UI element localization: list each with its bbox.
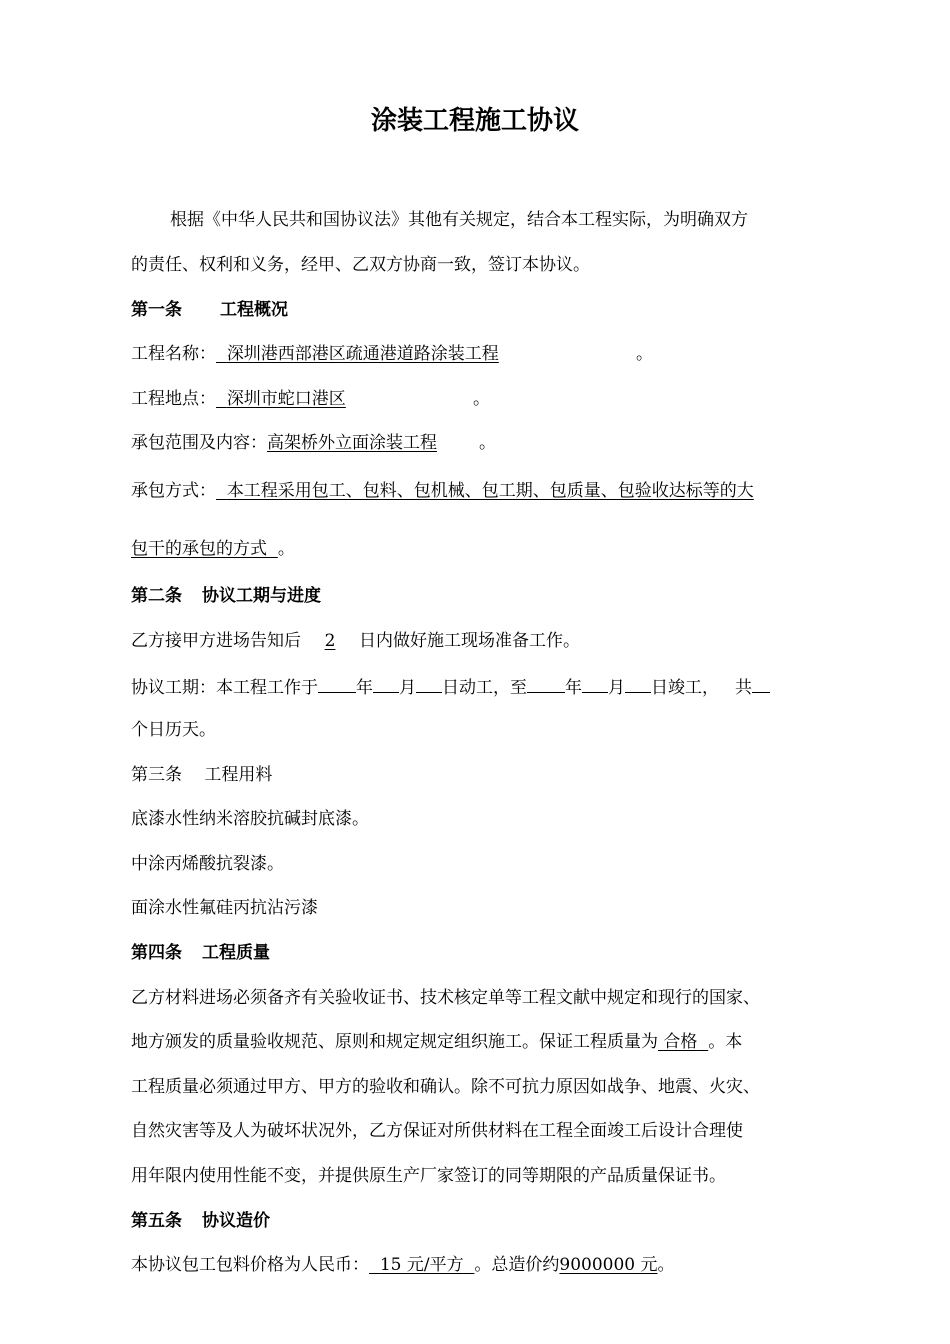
document-title: 涂装工程施工协议 [370,106,579,136]
quality-line-4: 自然灾害等及人为破坏状况外，乙方保证对所供材料在工程全面竣工后设计合理使 [131,1121,743,1141]
article-2-title: 协议工期与进度 [202,586,321,606]
article-3-heading: 第三条 工程用料 [131,765,273,785]
project-name-label: 工程名称： [131,344,216,364]
start-day-blank [416,675,442,693]
top-coat-text: 面涂水性氟硅丙抗沾污漆 [131,898,318,918]
project-name-row: 工程名称： 深圳港西部港区疏通港道路涂装工程 。 [131,344,653,364]
project-location-value: 深圳市蛇口港区 [226,389,346,409]
quality-line-2: 地方颁发的质量验收规范、原则和规定规定组织施工。保证工程质量为 合格 。本 [131,1032,743,1052]
project-location-row: 工程地点： 深圳市蛇口港区 。 [131,389,490,409]
method-value-line-2: 包干的承包的方式 [131,539,267,559]
prep-row: 乙方接甲方进场告知后 2 日内做好施工现场准备工作。 [131,631,580,651]
article-4-number: 第四条 [131,943,182,963]
method-value-line-1: 本工程采用包工、包料、包机械、包工期、包质量、包验收达标等的大 [226,481,754,501]
quality-line-3: 工程质量必须通过甲方、甲方的验收和确认。除不可抗力原因如战争、地震、火灾、 [131,1077,760,1097]
primer-text: 底漆水性纳米溶胶抗碱封底漆。 [131,809,369,829]
quality-value: 合格 [663,1032,698,1052]
intro-line-2: 的责任、权利和义务，经甲、乙双方协商一致，签订本协议。 [131,255,590,275]
prep-days-value: 2 [324,631,336,651]
end-day-blank [625,675,651,693]
quality-line-1: 乙方材料进场必须备齐有关验收证书、技术核定单等工程文献中规定和现行的国家、 [131,988,760,1008]
period-row: 协议工期：本工程工作于 年 月 日动工，至 年 月 日竣工， 共 [131,675,770,699]
article-2-heading [131,585,321,607]
article-5-title: 协议造价 [202,1211,270,1231]
quality-line-5: 用年限内使用性能不变，并提供原生产厂家签订的同等期限的产品质量保证书。 [131,1166,726,1186]
scope-label: 承包范围及内容： [131,433,267,453]
article-4-title: 工程质量 [202,943,270,963]
total-price-value: 9000000 元 [559,1255,658,1275]
method-row-cont: 包干的承包的方式 。 [131,539,295,559]
price-row: 本协议包工包料价格为人民币： 15 元/平方 。总造价约9000000 元。 [131,1255,675,1275]
article-1-heading [131,299,288,321]
scope-value: 高架桥外立面涂装工程 [267,433,437,453]
article-1-number: 第一条 [131,300,182,320]
total-days-blank [752,675,770,693]
end-month-blank [582,675,608,693]
project-name-value: 深圳港西部港区疏通港道路涂装工程 [226,344,499,364]
start-month-blank [373,675,399,693]
unit-price-value: 15 元/平方 [379,1255,464,1275]
article-5-heading [131,1210,270,1232]
calendar-days-text: 个日历天。 [131,720,216,740]
scope-row: 承包范围及内容：高架桥外立面涂装工程 。 [131,433,496,453]
article-1-title: 工程概况 [220,300,288,320]
method-label: 承包方式： [131,481,216,501]
end-year-blank [527,675,565,693]
method-row [131,480,754,502]
start-year-blank [318,675,356,693]
project-location-label: 工程地点： [131,389,216,409]
middle-coat-text: 中涂丙烯酸抗裂漆。 [131,854,284,874]
intro-line-1: 根据《中华人民共和国协议法》其他有关规定，结合本工程实际，为明确双方 [170,210,748,230]
article-4-heading [131,942,270,964]
article-2-number: 第二条 [131,586,182,606]
article-5-number: 第五条 [131,1211,182,1231]
